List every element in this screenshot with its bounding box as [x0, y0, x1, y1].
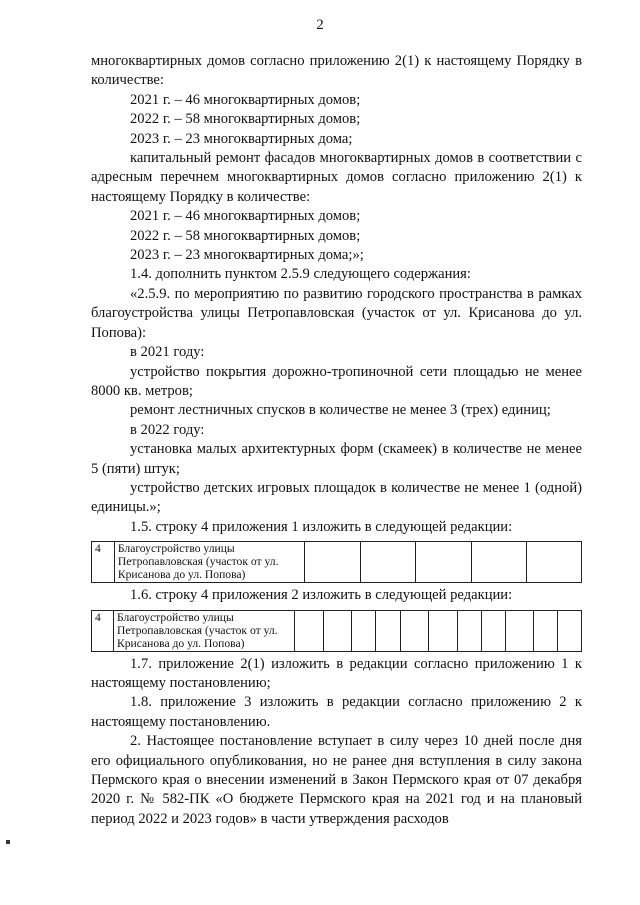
paragraph: 1.8. приложение 3 изложить в редакции согласно приложению 2 к настоящему постановлению. — [91, 694, 582, 730]
paragraph: 2022 г. – 58 многоквартирных домов; — [130, 227, 361, 244]
empty-cell — [323, 610, 352, 651]
empty-cell — [305, 542, 361, 583]
row-number-cell: 4 — [92, 542, 115, 583]
appendix1-row-table — [91, 541, 582, 583]
empty-cell — [506, 610, 534, 651]
paragraph: установка малых архитектурных форм (скамеек) в количестве не менее 5 (пяти) штук; — [91, 441, 582, 477]
appendix2-row-table — [91, 610, 582, 652]
scan-mark — [6, 840, 10, 844]
row-number-cell: 4 — [92, 610, 114, 651]
empty-cell — [527, 542, 582, 583]
paragraph: 1.4. дополнить пунктом 2.5.9 следующего содержания: — [130, 266, 471, 283]
paragraph: 1.7. приложение 2(1) изложить в редакции согласно приложению 1 к настоящему постановлению; — [91, 655, 582, 691]
empty-cell — [533, 610, 557, 651]
paragraph: 2. Настоящее постановление вступает в силу через 10 дней после дня его официального опубликования, но не ранее дня вступления в силу закона Пермского края о внесении изменений в Закон Пермского края от 07 декабря 2020 г. № 582-ПК «О бюджете Пермского края на 2021 год и на плановый период 2022 и 2023 годов» в части утверждения расходов — [91, 733, 582, 827]
table-row — [92, 610, 582, 651]
document-body — [91, 52, 582, 829]
empty-cell — [352, 610, 376, 651]
paragraph: 1.6. строку 4 приложения 2 изложить в следующей редакции: — [130, 587, 513, 604]
paragraph: 2021 г. – 46 многоквартирных домов; — [130, 91, 361, 108]
row-name-cell: Благоустройство улицы Петропавловская (участок от ул. Крисанова до ул. Попова) — [113, 610, 294, 651]
paragraph: 2023 г. – 23 многоквартирных дома;»; — [130, 247, 364, 264]
paragraph: устройство покрытия дорожно-тропиночной сети площадью не менее 8000 кв. метров; — [91, 363, 582, 399]
empty-cell — [400, 610, 429, 651]
paragraph: 2023 г. – 23 многоквартирных дома; — [130, 130, 353, 147]
paragraph: 2021 г. – 46 многоквартирных домов; — [130, 208, 361, 225]
paragraph: ремонт лестничных спусков в количестве не менее 3 (трех) единиц; — [130, 402, 551, 419]
empty-cell — [457, 610, 481, 651]
paragraph: 1.5. строку 4 приложения 1 изложить в следующей редакции: — [130, 518, 513, 535]
table-row — [92, 542, 582, 583]
paragraph: в 2021 году: — [130, 344, 205, 361]
paragraph: «2.5.9. по мероприятию по развитию городского пространства в рамках благоустройства улицы Петропавловская (участок от ул. Крисанова до ул. Попова): — [91, 285, 582, 341]
empty-cell — [416, 542, 472, 583]
paragraph: устройство детских игровых площадок в количестве не менее 1 (одной) единицы.»; — [91, 479, 582, 516]
empty-cell — [295, 610, 324, 651]
page-number: 2 — [316, 17, 324, 33]
empty-cell — [376, 610, 400, 651]
paragraph: капитальный ремонт фасадов многоквартирных домов в соответствии с адресным перечнем многоквартирных домов согласно приложению 2(1) к настоящему Порядку в количестве: — [91, 150, 582, 205]
paragraph: в 2022 году: — [130, 421, 205, 438]
paragraph: 2022 г. – 58 многоквартирных домов; — [130, 111, 361, 128]
empty-cell — [429, 610, 458, 651]
empty-cell — [557, 610, 581, 651]
empty-cell — [360, 542, 416, 583]
paragraph: многоквартирных домов согласно приложению 2(1) к настоящему Порядку в количестве: — [91, 53, 582, 89]
empty-cell — [481, 610, 505, 651]
row-name-cell: Благоустройство улицы Петропавловская (участок от ул. Крисанова до ул. Попова) — [114, 542, 304, 583]
empty-cell — [471, 542, 527, 583]
